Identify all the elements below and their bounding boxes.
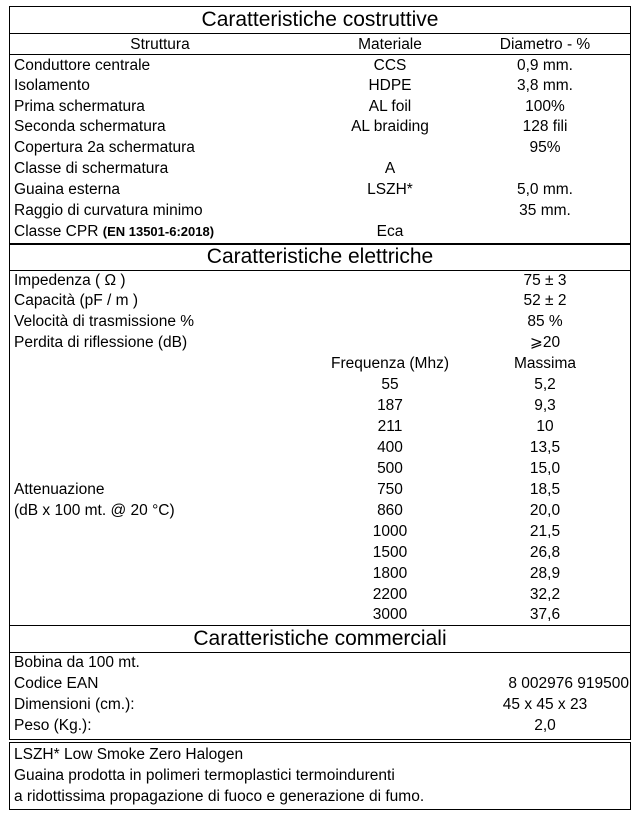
row-value: 100% (525, 98, 565, 115)
row-label: Peso (Kg.): (14, 717, 92, 734)
max-cell: 20,0 (529, 502, 561, 519)
row-label: Seconda schermatura (14, 118, 166, 135)
note-line-3: a ridottissima propagazione di fuoco e generazione di fumo. (14, 788, 425, 805)
row-label: Conduttore centrale (14, 57, 151, 74)
max-cell: 10 (536, 418, 554, 435)
header-struttura: Struttura (130, 36, 190, 53)
freq-cell: 187 (377, 397, 403, 414)
cpr-standard: (EN 13501-6:2018) (102, 224, 215, 239)
row-material: CCS (373, 57, 407, 74)
freq-cell: 860 (377, 502, 403, 519)
row-material: A (384, 160, 396, 177)
row-value: 128 fili (522, 118, 568, 135)
freq-cell: 55 (381, 376, 399, 393)
max-header: Massima (513, 355, 576, 372)
row-label: Perdita di riflessione (dB) (14, 334, 188, 351)
freq-cell: 1500 (372, 544, 408, 561)
row-label: Copertura 2a schermatura (14, 139, 195, 156)
row-label: Dimensioni (cm.): (14, 696, 135, 713)
max-cell: 13,5 (529, 439, 561, 456)
divider (9, 270, 631, 271)
row-value: 0,9 mm. (517, 57, 573, 74)
row-label: Codice EAN (14, 675, 99, 692)
row-value: 2,0 (534, 717, 556, 734)
divider (9, 652, 631, 653)
freq-cell: 3000 (372, 606, 408, 623)
max-cell: 32,2 (529, 586, 561, 603)
row-value: 5,0 mm. (517, 181, 573, 198)
max-cell: 37,6 (529, 606, 561, 623)
max-cell: 26,8 (529, 544, 561, 561)
row-value: 75 ± 3 (523, 272, 567, 289)
row-label: Raggio di curvatura minimo (14, 202, 203, 219)
row-label: Prima schermatura (14, 98, 145, 115)
freq-header: Frequenza (Mhz) (330, 355, 449, 372)
max-cell: 5,2 (534, 376, 556, 393)
freq-cell: 1000 (372, 523, 408, 540)
max-cell: 21,5 (529, 523, 561, 540)
freq-cell: 211 (377, 418, 403, 435)
attenuation-sublabel: (dB x 100 mt. @ 20 °C) (14, 502, 175, 519)
row-material: AL foil (368, 98, 412, 115)
note-line-2: Guaina prodotta in polimeri termoplastici termoindurenti (14, 767, 395, 784)
freq-cell: 500 (377, 460, 403, 477)
max-cell: 15,0 (529, 460, 561, 477)
max-cell: 9,3 (534, 397, 556, 414)
cpr-label (14, 223, 214, 241)
attenuation-label: Attenuazione (14, 481, 105, 498)
freq-cell: 750 (377, 481, 403, 498)
note-line-1: LSZH* Low Smoke Zero Halogen (14, 746, 244, 763)
divider (9, 33, 631, 34)
row-label: Impedenza ( Ω ) (14, 272, 126, 289)
divider (9, 54, 631, 55)
header-materiale: Materiale (358, 36, 422, 53)
row-value: ⩾20 (529, 334, 561, 351)
row-material: LSZH* (367, 181, 413, 198)
header-diametro: Diametro - % (499, 36, 591, 53)
cpr-value: Eca (376, 223, 404, 240)
elettriche-title: Caratteristiche elettriche (206, 245, 434, 268)
cpr-label-text: Classe CPR (14, 223, 99, 240)
row-value: 8 002976 919500 (508, 675, 629, 692)
row-label: Isolamento (14, 77, 90, 94)
row-value: 52 ± 2 (523, 292, 567, 309)
freq-cell: 400 (377, 439, 403, 456)
row-value: 35 mm. (519, 202, 571, 219)
row-material: HDPE (368, 77, 412, 94)
row-label: Guaina esterna (14, 181, 120, 198)
commerciali-title: Caratteristiche commerciali (193, 627, 447, 650)
row-value: 45 x 45 x 23 (502, 696, 588, 713)
row-value: 85 % (527, 313, 563, 330)
row-label: Classe di schermatura (14, 160, 169, 177)
row-label: Capacità (pF / m ) (14, 292, 139, 309)
max-cell: 18,5 (529, 481, 561, 498)
max-cell: 28,9 (529, 565, 561, 582)
freq-cell: 2200 (372, 586, 408, 603)
row-value: 3,8 mm. (517, 77, 573, 94)
freq-cell: 1800 (372, 565, 408, 582)
row-label: Velocità di trasmissione % (14, 313, 195, 330)
row-label: Bobina da 100 mt. (14, 654, 140, 671)
row-material: AL braiding (351, 118, 429, 135)
row-value: 95% (529, 139, 561, 156)
costruttive-title: Caratteristiche costruttive (201, 8, 439, 31)
